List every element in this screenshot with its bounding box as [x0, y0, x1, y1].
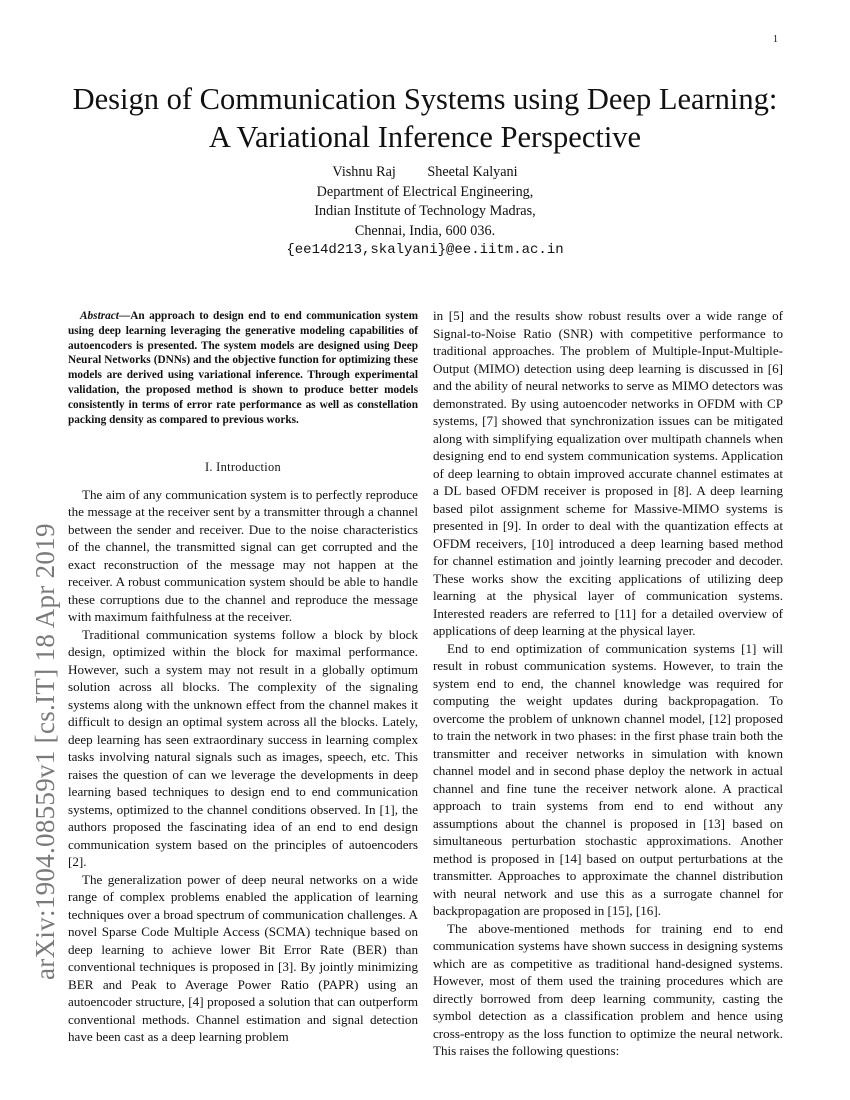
author-name: Vishnu Raj: [332, 164, 396, 180]
abstract-label: Abstract: [80, 310, 119, 322]
body-paragraph: The above-mentioned methods for training end to end communication systems have shown success in designing systems which are as competitive as traditional hand-designed systems. However, most of them used the training procedures which are directly borrowed from deep learning community, casting the symbol detection as a classification problem and hence using cross-entropy as the loss function to optimize the neural network. This raises the following questions:: [433, 920, 783, 1058]
author-block: [100, 163, 750, 261]
arxiv-stamp[interactable]: arXiv:1904.08559v1 [cs.IT] 18 Apr 2019: [30, 523, 60, 980]
affiliation-line: Department of Electrical Engineering,: [316, 183, 534, 200]
affiliation-line: Indian Institute of Technology Madras,: [314, 203, 536, 219]
author-name: Sheetal Kalyani: [427, 164, 518, 180]
abstract: [68, 309, 418, 427]
body-paragraph: End to end optimization of communication systems [1] will result in robust communication systems. However, to train the system end to end, the channel knowledge was required for computing the weight updates during backpropagation. To overcome the problem of unknown channel model, [12] proposed to train the network in two phases: in the first phase train both the transmitter and receiver networks in simulation with known channel model and in second phase deploy the network in actual channel and fine tune the receiver network alone. A practical approach to train systems from end to end without any assumptions about the channel is proposed in [13] based on simultaneous perturbation stochastic approximations. Another method is proposed in [14] based on output perturbations at the transmitter. Approaches to approximate the channel distribution with neural network and use this as a surrogate channel for backpropagation are proposed in [15], [16].: [433, 640, 783, 918]
body-paragraph: Traditional communication systems follow a block by block design, optimized within the block for maximal performance. However, such a system may not result in a globally optimum solution across all blocks. The complexity of the signaling systems along with the unknown effect from the channel makes it difficult to design an optimal system across all the blocks. Lately, deep learning has seen extraordinary success in learning complex tasks involving natural signals such as images, speech, etc. This raises the question of can we leverage the developments in deep learning based techniques to design end to end communication systems, optimized to the channel conditions observed. In [1], the authors proposed the fascinating idea of an end to end design communication system based on the principles of autoencoders [2].: [68, 626, 418, 870]
page-number: 1: [773, 34, 778, 45]
author-email[interactable]: {ee14d213,skalyani}@ee.iitm.ac.in: [286, 242, 564, 258]
right-column: [433, 307, 783, 1060]
section-heading: I. Introduction: [204, 460, 282, 475]
affiliation-line: Chennai, India, 600 036.: [354, 222, 496, 239]
paper-title: Design of Communication Systems using Deep Learning: A Variational Inference Perspective: [72, 82, 778, 154]
body-paragraph: The generalization power of deep neural networks on a wide range of complex problems enabled the application of learning techniques over a broad spectrum of communication challenges. A novel Sparse Code Multiple Access (SCMA) technique based on deep learning to achieve lower Bit Error Rate (BER) than conventional techniques is proposed in [3]. By jointly minimizing BER and Peak to Average Power Ratio (PAPR) using an autoencoder structure, [4] proposed a solution that can outperform conventional methods. Channel estimation and signal detection have been cast as a deep learning problem: [68, 871, 418, 1045]
abstract-text: —An approach to design end to end communication system using deep learning leveraging the generative modeling capabilities of autoencoders is presented. The system models are designed using Deep Neural Networks (DNNs) and the objective function for optimizing these models are derived using variational inference. Through experimental validation, the proposed method is shown to produce better models consistently in terms of error rate performance as well as constellation packing density as compared to previous works.: [68, 310, 418, 426]
author-names: [100, 163, 750, 183]
body-paragraph: The aim of any communication system is to perfectly reproduce the message at the receiver sent by a transmitter through a channel between the sender and receiver. Due to the noise characteristics of the channel, the transmitted signal can get corrupted and the exact reconstruction of the message may not happen at the receiver. A robust communication system should be able to handle these corruptions due to the channel and reproduce the message with maximum faithfulness at the receiver.: [68, 486, 418, 625]
left-column: [68, 307, 418, 1046]
body-paragraph: in [5] and the results show robust results over a wide range of Signal-to-Noise Ratio (SNR) with competitive performance to traditional approaches. The problem of Multiple-Input-Multiple-Output (MIMO) detection using deep learning is discussed in [6] and the ability of neural networks to serve as MIMO detectors was demonstrated. By using autoencoder networks in OFDM with CP systems, [7] showed that synchronization issues can be mitigated along with simplifying equalization over multipath channels when designing end to end system communication systems. Application of deep learning to obtain improved accurate channel estimates at a DL based OFDM receiver is proposed in [8]. A deep learning based pilot assignment scheme for Massive-MIMO systems is presented in [9]. In order to deal with the quantization effects at OFDM receivers, [10] introduced a deep learning based method for channel estimation and jointly learning precoder and decoder. These works show the exciting applications of utilizing deep learning at the physical layer of communication systems. Interested readers are referred to [11] for a detailed overview of applications of deep learning at the physical layer.: [433, 308, 783, 638]
